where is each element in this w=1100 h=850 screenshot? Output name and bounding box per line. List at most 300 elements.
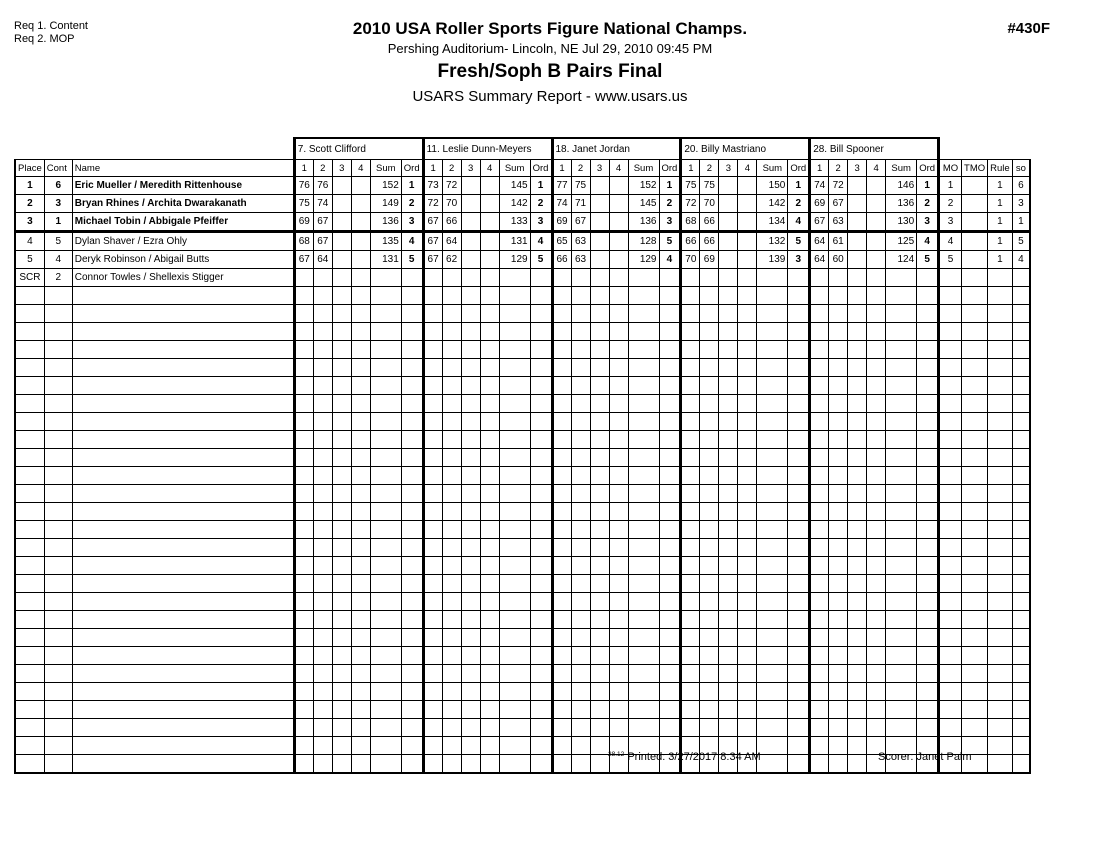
cell bbox=[401, 755, 423, 774]
cell bbox=[401, 665, 423, 683]
cell-rule: 1 bbox=[988, 177, 1013, 195]
cell bbox=[609, 719, 628, 737]
cell bbox=[499, 665, 530, 683]
cell bbox=[738, 287, 757, 305]
cell-ord: 2 bbox=[401, 195, 423, 213]
cell-mo: 5 bbox=[939, 251, 962, 269]
event-title: Fresh/Soph B Pairs Final bbox=[437, 61, 663, 82]
cell bbox=[480, 413, 499, 431]
cell bbox=[988, 611, 1013, 629]
cell-score: 72 bbox=[423, 195, 442, 213]
cell bbox=[738, 539, 757, 557]
cell-sum: 128 bbox=[628, 232, 659, 251]
cell bbox=[530, 557, 552, 575]
cell bbox=[609, 665, 628, 683]
cell bbox=[461, 593, 480, 611]
cell bbox=[552, 701, 571, 719]
cell bbox=[681, 611, 700, 629]
cell bbox=[962, 341, 988, 359]
table-row bbox=[15, 195, 1030, 213]
cell-score: 66 bbox=[442, 213, 461, 232]
cell bbox=[590, 359, 609, 377]
cell bbox=[294, 737, 313, 755]
cell-mo: 2 bbox=[939, 195, 962, 213]
cell bbox=[423, 467, 442, 485]
cell bbox=[757, 719, 788, 737]
cell-score: 64 bbox=[810, 232, 829, 251]
cell bbox=[886, 647, 917, 665]
cell bbox=[332, 287, 351, 305]
cell bbox=[461, 683, 480, 701]
cell bbox=[719, 395, 738, 413]
cell bbox=[294, 575, 313, 593]
cell bbox=[15, 557, 44, 575]
cell-score: 68 bbox=[681, 213, 700, 232]
cell-score: 76 bbox=[294, 177, 313, 195]
cell bbox=[1012, 323, 1030, 341]
cell bbox=[15, 341, 44, 359]
cell bbox=[15, 323, 44, 341]
cell bbox=[294, 485, 313, 503]
cell bbox=[44, 557, 72, 575]
cell bbox=[590, 431, 609, 449]
cell bbox=[810, 719, 829, 737]
cell bbox=[351, 701, 370, 719]
cell bbox=[370, 755, 401, 774]
cell bbox=[939, 611, 962, 629]
cell bbox=[461, 323, 480, 341]
cell bbox=[499, 701, 530, 719]
cell bbox=[700, 647, 719, 665]
empty-row bbox=[15, 611, 1030, 629]
cell bbox=[44, 377, 72, 395]
cell bbox=[810, 611, 829, 629]
cell bbox=[15, 593, 44, 611]
cell bbox=[332, 647, 351, 665]
cell bbox=[788, 377, 810, 395]
cell bbox=[571, 575, 590, 593]
cell bbox=[788, 341, 810, 359]
cell bbox=[590, 503, 609, 521]
cell bbox=[480, 359, 499, 377]
cell bbox=[757, 647, 788, 665]
cell bbox=[442, 665, 461, 683]
cell bbox=[788, 503, 810, 521]
cell bbox=[423, 395, 442, 413]
cell bbox=[480, 449, 499, 467]
cell bbox=[552, 503, 571, 521]
empty-row bbox=[15, 521, 1030, 539]
cell-ord bbox=[659, 269, 681, 287]
cell bbox=[1012, 539, 1030, 557]
cell bbox=[848, 341, 867, 359]
cell bbox=[939, 449, 962, 467]
cell bbox=[700, 683, 719, 701]
cell-ord: 4 bbox=[917, 232, 939, 251]
cell bbox=[1012, 431, 1030, 449]
cell bbox=[757, 611, 788, 629]
cell bbox=[442, 485, 461, 503]
cell bbox=[332, 755, 351, 774]
cell bbox=[886, 485, 917, 503]
cell bbox=[738, 521, 757, 539]
cell bbox=[988, 305, 1013, 323]
cell bbox=[628, 341, 659, 359]
empty-row bbox=[15, 629, 1030, 647]
cell bbox=[480, 395, 499, 413]
cell bbox=[962, 449, 988, 467]
cell bbox=[590, 557, 609, 575]
cell bbox=[917, 431, 939, 449]
cell bbox=[461, 431, 480, 449]
cell bbox=[867, 359, 886, 377]
cell bbox=[659, 449, 681, 467]
cell bbox=[609, 323, 628, 341]
cell bbox=[939, 431, 962, 449]
cell bbox=[461, 665, 480, 683]
cell bbox=[917, 359, 939, 377]
cell bbox=[351, 719, 370, 737]
cell bbox=[530, 737, 552, 755]
cell bbox=[294, 431, 313, 449]
cell bbox=[72, 359, 294, 377]
cell bbox=[628, 485, 659, 503]
cell bbox=[788, 611, 810, 629]
cell bbox=[15, 467, 44, 485]
cell bbox=[848, 557, 867, 575]
cell bbox=[423, 701, 442, 719]
cell bbox=[72, 683, 294, 701]
cell-score: 67 bbox=[313, 232, 332, 251]
cell bbox=[530, 341, 552, 359]
cell bbox=[480, 647, 499, 665]
cell bbox=[351, 449, 370, 467]
cell bbox=[810, 287, 829, 305]
cell bbox=[738, 629, 757, 647]
cell bbox=[461, 449, 480, 467]
cell bbox=[552, 575, 571, 593]
cell bbox=[499, 413, 530, 431]
cell-name: Deryk Robinson / Abigail Butts bbox=[72, 251, 294, 269]
cell-sum: 136 bbox=[886, 195, 917, 213]
cell bbox=[988, 413, 1013, 431]
cell bbox=[867, 719, 886, 737]
cell bbox=[788, 575, 810, 593]
cell-sum: 130 bbox=[886, 213, 917, 232]
cell bbox=[294, 557, 313, 575]
cell bbox=[659, 413, 681, 431]
cell bbox=[44, 611, 72, 629]
cell bbox=[44, 485, 72, 503]
cell bbox=[757, 701, 788, 719]
cell-score bbox=[867, 269, 886, 287]
cell-tmo bbox=[962, 232, 988, 251]
cell-score: 63 bbox=[571, 251, 590, 269]
cell bbox=[700, 467, 719, 485]
cell bbox=[962, 539, 988, 557]
cell bbox=[988, 359, 1013, 377]
cell bbox=[313, 341, 332, 359]
cell bbox=[72, 647, 294, 665]
printed-line bbox=[608, 751, 761, 763]
cell bbox=[848, 287, 867, 305]
cell bbox=[480, 323, 499, 341]
cell bbox=[72, 575, 294, 593]
cell bbox=[1012, 413, 1030, 431]
cell bbox=[719, 467, 738, 485]
cell-sum: 150 bbox=[757, 177, 788, 195]
cell-score bbox=[609, 177, 628, 195]
cell bbox=[461, 737, 480, 755]
cell bbox=[917, 323, 939, 341]
cell bbox=[829, 629, 848, 647]
cell bbox=[332, 377, 351, 395]
cell bbox=[530, 665, 552, 683]
cell bbox=[719, 557, 738, 575]
cell-score bbox=[848, 251, 867, 269]
cell bbox=[294, 701, 313, 719]
cell bbox=[962, 323, 988, 341]
report-subtitle: USARS Summary Report - www.usars.us bbox=[412, 88, 688, 105]
cell bbox=[313, 503, 332, 521]
cell-name: Michael Tobin / Abbigale Pfeiffer bbox=[72, 213, 294, 232]
cell bbox=[628, 719, 659, 737]
cell bbox=[757, 557, 788, 575]
cell bbox=[571, 323, 590, 341]
cell bbox=[423, 755, 442, 774]
cell bbox=[44, 629, 72, 647]
cell bbox=[401, 521, 423, 539]
cell bbox=[867, 431, 886, 449]
cell bbox=[917, 665, 939, 683]
cell-score: 64 bbox=[313, 251, 332, 269]
cell-tmo bbox=[962, 195, 988, 213]
cell bbox=[609, 557, 628, 575]
cell bbox=[848, 431, 867, 449]
cell bbox=[659, 539, 681, 557]
cell bbox=[659, 341, 681, 359]
cell-sum: 149 bbox=[370, 195, 401, 213]
cell bbox=[351, 593, 370, 611]
cell bbox=[442, 449, 461, 467]
cell bbox=[423, 305, 442, 323]
cell bbox=[848, 575, 867, 593]
cell bbox=[423, 377, 442, 395]
cell bbox=[628, 539, 659, 557]
cell bbox=[962, 611, 988, 629]
cell bbox=[442, 701, 461, 719]
cell bbox=[552, 377, 571, 395]
cell bbox=[988, 287, 1013, 305]
judge-band-row bbox=[15, 138, 1030, 160]
cell-so: 3 bbox=[1012, 195, 1030, 213]
cell bbox=[480, 305, 499, 323]
cell bbox=[738, 719, 757, 737]
cell bbox=[628, 323, 659, 341]
cell bbox=[552, 359, 571, 377]
cell bbox=[848, 359, 867, 377]
cell bbox=[499, 575, 530, 593]
cell bbox=[351, 503, 370, 521]
cell bbox=[810, 647, 829, 665]
cell bbox=[917, 611, 939, 629]
cell bbox=[351, 341, 370, 359]
cell bbox=[810, 413, 829, 431]
cell bbox=[461, 575, 480, 593]
header-score: 3 bbox=[848, 160, 867, 177]
cell bbox=[294, 683, 313, 701]
cell bbox=[609, 521, 628, 539]
cell-score bbox=[848, 269, 867, 287]
cell bbox=[829, 557, 848, 575]
cell bbox=[719, 521, 738, 539]
cell-score: 67 bbox=[423, 213, 442, 232]
cell bbox=[294, 629, 313, 647]
cell-so: 6 bbox=[1012, 177, 1030, 195]
cell-score bbox=[738, 195, 757, 213]
cell bbox=[829, 665, 848, 683]
cell-sum: 142 bbox=[499, 195, 530, 213]
cell bbox=[609, 611, 628, 629]
cell bbox=[590, 413, 609, 431]
judge-header: 20. Billy Mastriano bbox=[681, 138, 810, 160]
cell bbox=[571, 359, 590, 377]
cell bbox=[659, 359, 681, 377]
cell bbox=[590, 737, 609, 755]
cell bbox=[988, 341, 1013, 359]
cell bbox=[886, 629, 917, 647]
cell bbox=[351, 521, 370, 539]
cell bbox=[738, 305, 757, 323]
cell-score bbox=[332, 251, 351, 269]
judge-header: 11. Leslie Dunn-Meyers bbox=[423, 138, 552, 160]
cell bbox=[659, 611, 681, 629]
header-score: 2 bbox=[571, 160, 590, 177]
cell bbox=[530, 287, 552, 305]
cell bbox=[829, 647, 848, 665]
cell bbox=[788, 413, 810, 431]
cell bbox=[44, 701, 72, 719]
cell bbox=[442, 323, 461, 341]
cell bbox=[552, 305, 571, 323]
cell bbox=[401, 701, 423, 719]
cell-score bbox=[609, 251, 628, 269]
cell bbox=[15, 755, 44, 774]
cell bbox=[1012, 755, 1030, 774]
cell bbox=[917, 377, 939, 395]
cell bbox=[939, 539, 962, 557]
cell bbox=[719, 341, 738, 359]
cell-score bbox=[867, 195, 886, 213]
cell bbox=[370, 593, 401, 611]
cell bbox=[480, 377, 499, 395]
cell-score: 72 bbox=[829, 177, 848, 195]
cell bbox=[848, 665, 867, 683]
cell bbox=[332, 665, 351, 683]
cell bbox=[401, 305, 423, 323]
cell bbox=[499, 503, 530, 521]
cell bbox=[480, 503, 499, 521]
cell bbox=[313, 629, 332, 647]
cell bbox=[1012, 575, 1030, 593]
cell-sum: 136 bbox=[628, 213, 659, 232]
cell bbox=[700, 557, 719, 575]
cell bbox=[681, 467, 700, 485]
cell-sum: 136 bbox=[370, 213, 401, 232]
cell bbox=[15, 431, 44, 449]
cell bbox=[72, 377, 294, 395]
cell bbox=[423, 413, 442, 431]
cell-place: SCR bbox=[15, 269, 44, 287]
cell bbox=[72, 755, 294, 774]
cell-sum: 152 bbox=[370, 177, 401, 195]
cell-rule bbox=[988, 269, 1013, 287]
cell bbox=[72, 485, 294, 503]
cell bbox=[738, 611, 757, 629]
cell bbox=[738, 395, 757, 413]
cell bbox=[609, 377, 628, 395]
cell-ord: 3 bbox=[659, 213, 681, 232]
cell bbox=[700, 521, 719, 539]
cell bbox=[590, 287, 609, 305]
cell-so: 5 bbox=[1012, 232, 1030, 251]
cell bbox=[788, 557, 810, 575]
cell bbox=[294, 323, 313, 341]
cell-score bbox=[590, 251, 609, 269]
cell bbox=[461, 539, 480, 557]
cell bbox=[886, 539, 917, 557]
cell bbox=[370, 359, 401, 377]
cell bbox=[401, 593, 423, 611]
cell bbox=[659, 287, 681, 305]
cell bbox=[72, 413, 294, 431]
cell-ord: 3 bbox=[530, 213, 552, 232]
cell bbox=[939, 395, 962, 413]
header-rule: Rule bbox=[988, 160, 1013, 177]
cell bbox=[962, 719, 988, 737]
cell bbox=[351, 539, 370, 557]
cell-ord: 3 bbox=[917, 213, 939, 232]
cell-mo: 1 bbox=[939, 177, 962, 195]
cell bbox=[810, 521, 829, 539]
cell bbox=[530, 431, 552, 449]
cell bbox=[829, 755, 848, 774]
cell bbox=[461, 287, 480, 305]
cell bbox=[788, 701, 810, 719]
cell-sum: 129 bbox=[499, 251, 530, 269]
cell-sum: 134 bbox=[757, 213, 788, 232]
cell bbox=[332, 737, 351, 755]
cell bbox=[294, 539, 313, 557]
header-score: 4 bbox=[738, 160, 757, 177]
cell-score bbox=[480, 269, 499, 287]
cell-tmo bbox=[962, 251, 988, 269]
cell bbox=[351, 611, 370, 629]
empty-row bbox=[15, 701, 1030, 719]
cell bbox=[988, 503, 1013, 521]
cell bbox=[681, 377, 700, 395]
cell bbox=[332, 413, 351, 431]
cell bbox=[313, 323, 332, 341]
cell-name: Eric Mueller / Meredith Rittenhouse bbox=[72, 177, 294, 195]
cell bbox=[423, 575, 442, 593]
cell bbox=[571, 395, 590, 413]
cell bbox=[810, 665, 829, 683]
cell bbox=[442, 341, 461, 359]
cell bbox=[681, 557, 700, 575]
cell bbox=[401, 377, 423, 395]
cell bbox=[917, 593, 939, 611]
